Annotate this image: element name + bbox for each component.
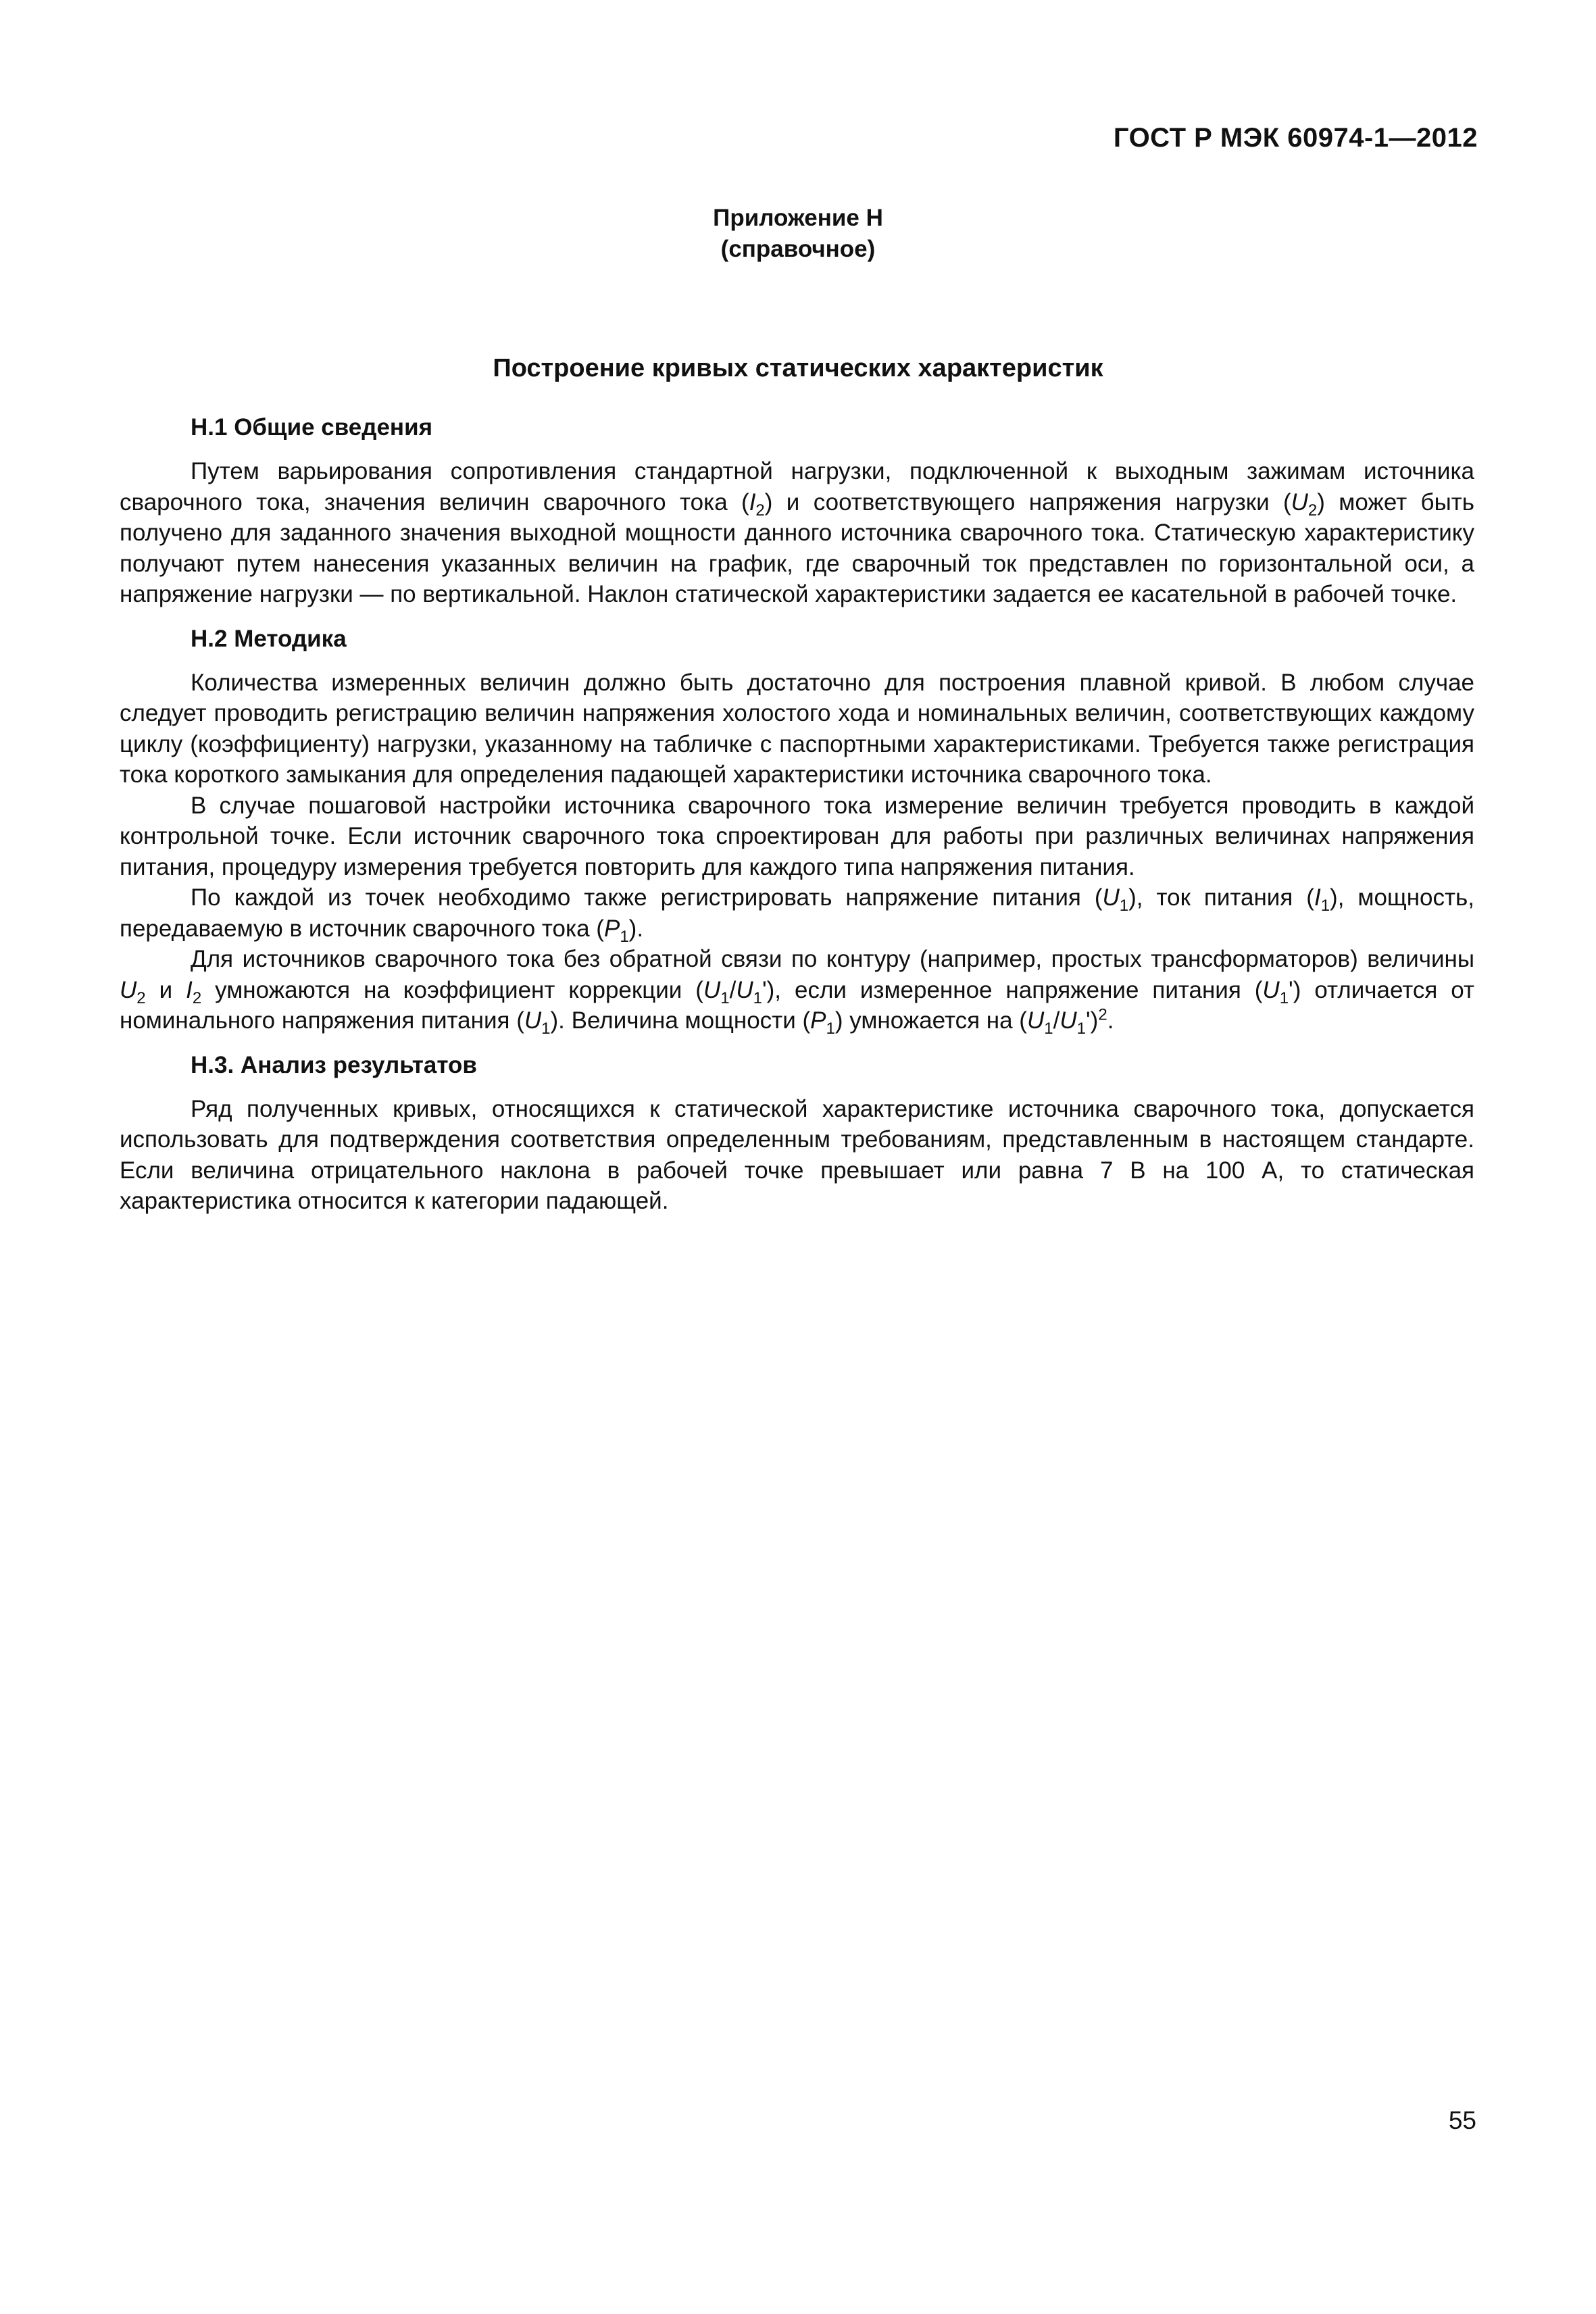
document-code-header: ГОСТ Р МЭК 60974-1—2012 bbox=[1113, 123, 1478, 153]
paragraph-h2-1: Количества измеренных величин должно быть достаточно для построения плавной кривой. В любом случае следует проводить регистрацию величин напряжения холостого хода и номинальных величин, соответствующих каждому циклу (коэффициенту) нагрузки, указанному на табличке с паспортными характеристиками. Требуется также регистрация тока короткого замыкания для определения падающей характеристики источника сварочного тока. bbox=[120, 669, 1474, 788]
paragraph-h2-3: По каждой из точек необходимо также регистрировать напряжение питания $(U_1)$, ток питания $(I_1)$, мощность, передаваемую в источник сварочного тока $(P_1)$. bbox=[120, 884, 1475, 946]
section-heading-h3: Н.3. Анализ результатов bbox=[191, 1051, 477, 1078]
annex-status: (справочное) bbox=[720, 236, 876, 262]
annex-title: Построение кривых статических характеристик bbox=[493, 354, 1103, 382]
paragraph-h1-1: Путем варьирования сопротивления стандартной нагрузки, подключенной к выходным зажимам источника сварочного тока, значения величин сварочного тока $(I_2)$ и соответствующего напряжения нагрузки $(U_2)$ может быть получено для заданного значения выходной мощности данного источника сварочного тока. Статическую характеристику получают путем нанесения указанных величин на график, где сварочный ток представлен по горизонтальной оси, а напряжение нагрузки — по вертикальной. Наклон статической характеристики задается ее касательной в рабочей точке. bbox=[120, 458, 1475, 607]
section-heading-h2: Н.2 Методика bbox=[191, 625, 347, 652]
document-body bbox=[120, 412, 1474, 1217]
annex-label: Приложение Н bbox=[713, 205, 883, 231]
page-number: 55 bbox=[1448, 2107, 1476, 2134]
annex-heading bbox=[0, 203, 1596, 265]
paragraph-h2-2: В случае пошаговой настройки источника сварочного тока измерение величин требуется проводить в каждой контрольной точке. Если источник сварочного тока спроектирован для работы при различных величинах напряжения питания, процедуру измерения требуется повторить для каждого типа напряжения питания. bbox=[120, 792, 1474, 880]
paragraph-h2-4: Для источников сварочного тока без обратной связи по контуру (например, простых трансформаторов) величины $U_2$ и $I_2$ умножаются на коэффициент коррекции $(U_1/U_1')$, если измеренное напряжение питания $(U_1')$ отличается от номинального напряжения питания $(U_1)$. Величина мощности $(P_1)$ умножается на $(U_1/U_1')^2$. bbox=[120, 946, 1475, 1038]
paragraph-h3-1: Ряд полученных кривых, относящихся к статической характеристике источника сварочного тока, допускается использовать для подтверждения соответствия определенным требованиям, представленным в настоящем стандарте. Если величина отрицательного наклона в рабочей точке превышает или равна 7 В на 100 А, то статическая характеристика относится к категории падающей. bbox=[120, 1095, 1474, 1214]
section-heading-h1: Н.1 Общие сведения bbox=[191, 414, 433, 441]
